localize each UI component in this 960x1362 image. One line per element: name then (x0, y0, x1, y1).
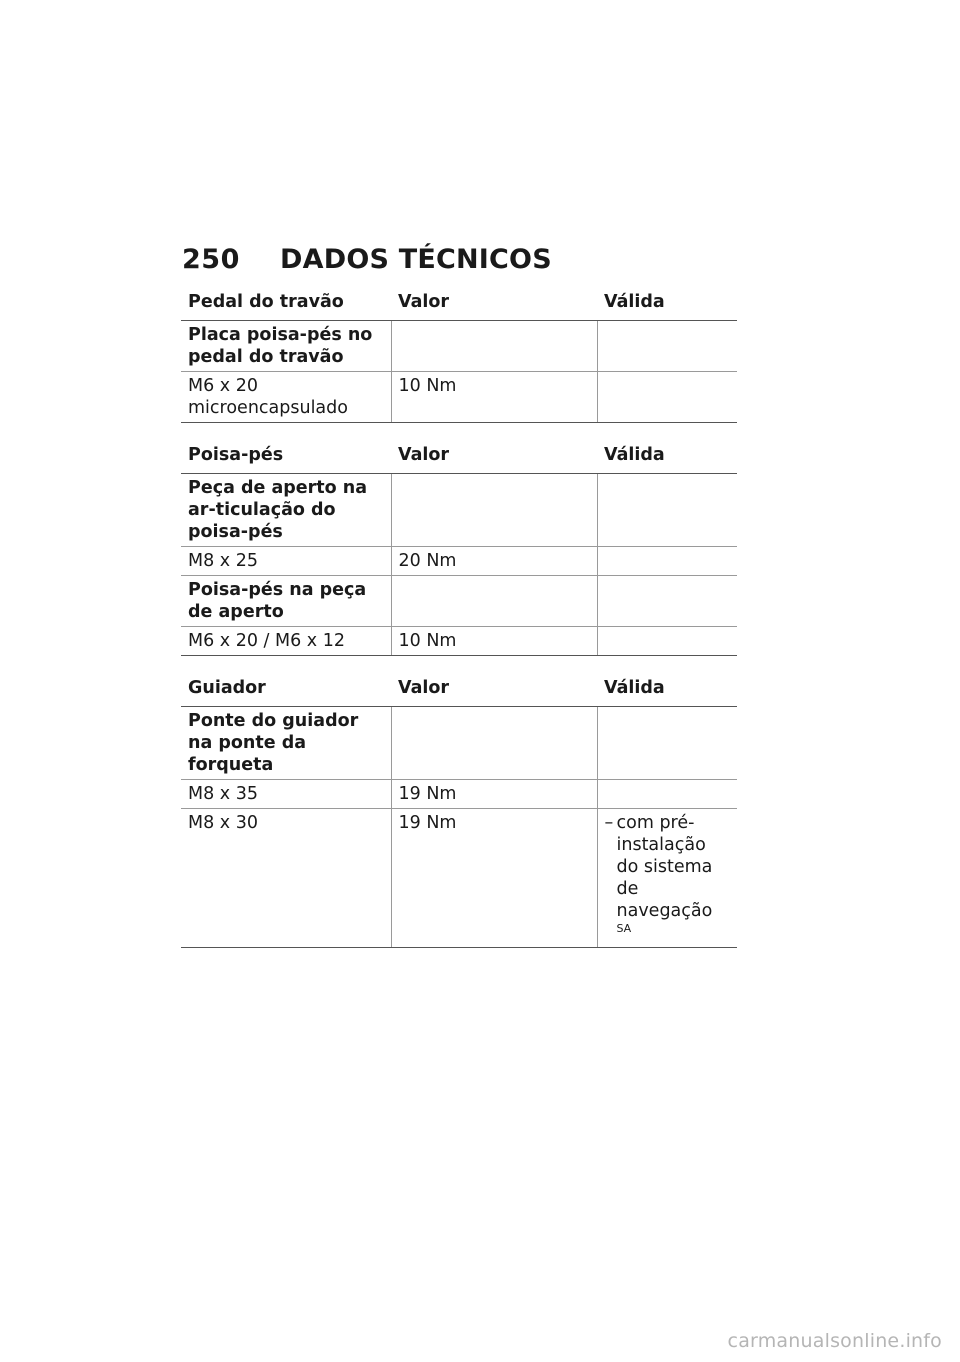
column-header-value: Valor (391, 440, 597, 474)
page-header (182, 244, 742, 284)
table-row (181, 372, 737, 423)
handlebar-table (181, 673, 737, 948)
table-row (181, 627, 737, 656)
page-title: DADOS TÉCNICOS (280, 244, 552, 275)
value-cell: 19 Nm (391, 809, 597, 948)
column-header-valid: Válida (597, 440, 737, 474)
component-cell: Poisa-pés na peça de aperto (181, 576, 391, 627)
component-cell: M8 x 35 (181, 780, 391, 809)
valid-cell (597, 372, 737, 423)
component-cell: M8 x 30 (181, 809, 391, 948)
table-header-row (181, 673, 737, 707)
value-cell: 20 Nm (391, 547, 597, 576)
table-row (181, 321, 737, 372)
component-cell: Ponte do guiador na ponte da forqueta (181, 707, 391, 780)
table-row (181, 809, 737, 948)
value-cell: 10 Nm (391, 372, 597, 423)
column-header-valid: Válida (597, 287, 737, 321)
valid-cell (597, 627, 737, 656)
spec-tables (181, 287, 737, 948)
table-header-row (181, 287, 737, 321)
table-row (181, 547, 737, 576)
table-row (181, 780, 737, 809)
valid-cell (597, 547, 737, 576)
column-header-value: Valor (391, 673, 597, 707)
valid-cell (597, 707, 737, 780)
column-header-component: Poisa-pés (181, 440, 391, 474)
component-cell: Peça de aperto na ar-ticulação do poisa-pés (181, 474, 391, 547)
value-cell (391, 474, 597, 547)
component-cell: Placa poisa-pés no pedal do travão (181, 321, 391, 372)
valid-cell (597, 474, 737, 547)
dash-marker: – (604, 813, 614, 833)
valid-cell (597, 809, 737, 948)
column-header-value: Valor (391, 287, 597, 321)
column-header-component: Guiador (181, 673, 391, 707)
validity-note (605, 812, 732, 944)
value-cell (391, 576, 597, 627)
component-cell: M6 x 20 microencapsulado (181, 372, 391, 423)
table-row (181, 707, 737, 780)
table-row (181, 576, 737, 627)
column-header-valid: Válida (597, 673, 737, 707)
component-cell: M6 x 20 / M6 x 12 (181, 627, 391, 656)
component-cell: M8 x 25 (181, 547, 391, 576)
value-cell: 10 Nm (391, 627, 597, 656)
valid-cell (597, 780, 737, 809)
column-header-component: Pedal do travão (181, 287, 391, 321)
valid-cell (597, 576, 737, 627)
brake-pedal-table (181, 287, 737, 423)
watermark: carmanualsonline.info (727, 1330, 942, 1352)
valid-cell (597, 321, 737, 372)
table-header-row (181, 440, 737, 474)
value-cell (391, 707, 597, 780)
footrest-table (181, 440, 737, 656)
page-number: 250 (182, 244, 240, 275)
validity-note-text: com pré-instalação do sistema de navegação (616, 813, 713, 921)
table-row (181, 474, 737, 547)
value-cell (391, 321, 597, 372)
value-cell: 19 Nm (391, 780, 597, 809)
optional-equipment-mark: SA (616, 922, 632, 935)
